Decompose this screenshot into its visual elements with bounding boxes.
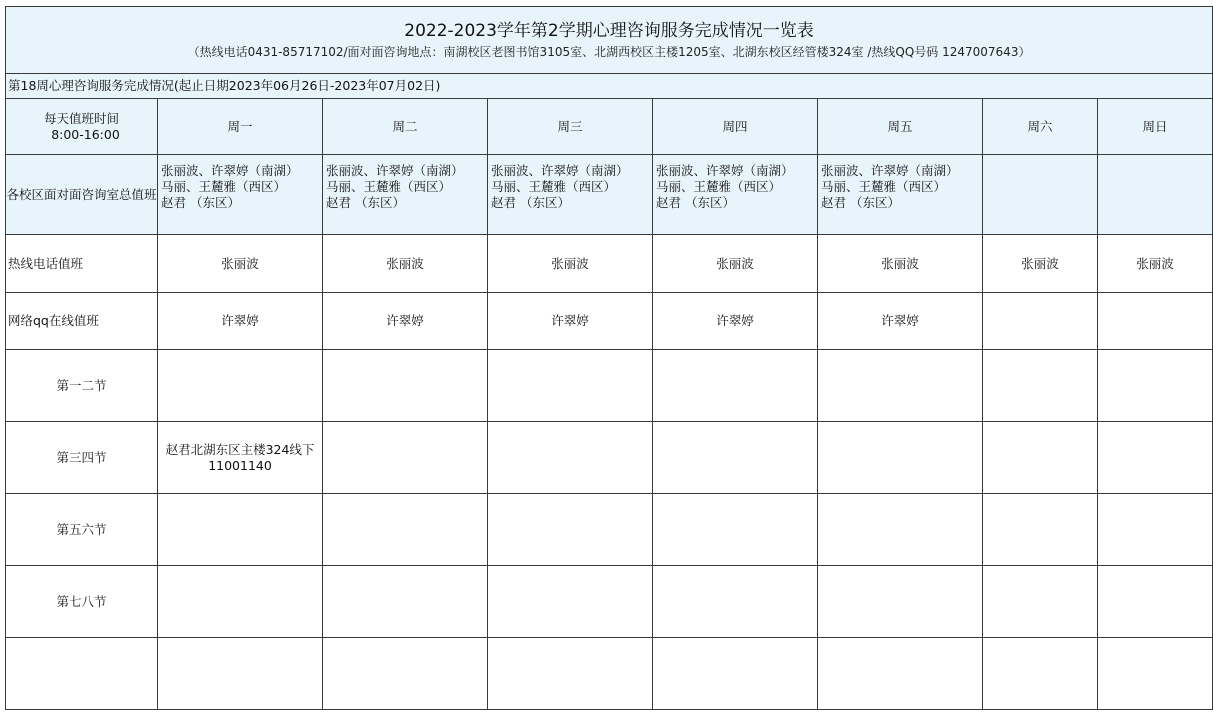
slot-cell[interactable] [983,638,1098,710]
slot-label-text: 第五六节 [56,521,107,537]
day-header-text: 周五 [887,118,913,134]
slot-cell[interactable] [983,566,1098,638]
staff-line: 马丽、王麓雅（西区） [161,179,287,194]
staff-line: 马丽、王麓雅（西区） [821,179,947,194]
staff-line: 张丽波、许翠婷（南湖） [491,163,629,178]
staff-line: 赵君 （东区） [491,195,570,210]
slot-cell[interactable] [323,494,488,566]
hotline-cell[interactable] [323,235,488,293]
staff-line: 赵君 （东区） [326,195,405,210]
hotline-label-text: 热线电话值班 [8,255,84,271]
hotline-cell[interactable] [158,235,323,293]
slot-label-text: 第七八节 [56,593,107,609]
day-header[interactable] [488,99,653,155]
slot-cell[interactable] [323,566,488,638]
slot-cell-text: 赵君北湖东区主楼324线下11001140 [165,441,315,473]
online-qq-cell[interactable] [158,293,323,350]
slot-cell[interactable] [158,350,323,422]
slot-cell[interactable] [818,638,983,710]
online-qq-cell[interactable] [818,293,983,350]
slot-cell[interactable] [158,494,323,566]
staff-line: 赵君 （东区） [161,195,240,210]
duty-time-hours: 8:00-16:00 [51,126,120,142]
page-title: 2022-2023学年第2学期心理咨询服务完成情况一览表 [404,21,814,41]
title-cell[interactable] [6,7,1213,74]
online-qq-cell[interactable] [983,293,1098,350]
online-qq-cell-text: 许翠婷 [551,313,589,328]
staff-line: 张丽波、许翠婷（南湖） [656,163,794,178]
slot-cell[interactable] [653,566,818,638]
day-header-text: 周二 [392,118,418,134]
day-header[interactable] [818,99,983,155]
slot-cell[interactable] [1098,566,1213,638]
staff-line: 马丽、王麓雅（西区） [656,179,782,194]
slot-cell[interactable] [653,494,818,566]
hotline-cell[interactable] [488,235,653,293]
period-cell[interactable] [6,74,1213,99]
day-header-text: 周一 [227,118,253,134]
slot-label[interactable] [6,494,158,566]
slot-cell[interactable] [818,350,983,422]
face-to-face-cell[interactable] [1098,155,1213,235]
face-to-face-label[interactable] [6,155,158,235]
slot-label[interactable] [6,566,158,638]
day-header[interactable] [1098,99,1213,155]
day-header-text: 周四 [722,118,748,134]
slot-cell[interactable] [653,638,818,710]
hotline-cell-text: 张丽波 [221,255,259,271]
slot-cell[interactable] [488,350,653,422]
slot-cell[interactable] [488,638,653,710]
online-qq-cell-text: 许翠婷 [716,313,754,328]
slot-cell[interactable] [323,350,488,422]
hotline-row [6,235,1213,293]
hotline-cell[interactable] [653,235,818,293]
face-to-face-cell[interactable] [488,155,653,235]
online-qq-cell[interactable] [1098,293,1213,350]
hotline-cell[interactable] [818,235,983,293]
hotline-cell-text: 张丽波 [881,255,919,271]
hotline-label[interactable] [6,235,158,293]
slot-cell[interactable] [1098,638,1213,710]
slot-cell[interactable] [818,494,983,566]
online-qq-cell[interactable] [323,293,488,350]
online-qq-cell[interactable] [488,293,653,350]
slot-cell[interactable] [158,638,323,710]
slot-label[interactable] [6,422,158,494]
hotline-cell[interactable] [983,235,1098,293]
slot-row [6,494,1213,566]
duty-time-cell[interactable] [6,99,158,155]
online-qq-cell-text: 许翠婷 [881,313,919,328]
day-header[interactable] [323,99,488,155]
slot-cell[interactable] [818,422,983,494]
hotline-cell[interactable] [1098,235,1213,293]
staff-line: 张丽波、许翠婷（南湖） [821,163,959,178]
online-qq-label[interactable] [6,293,158,350]
hotline-cell-text: 张丽波 [716,255,754,271]
online-qq-row [6,293,1213,350]
counseling-schedule-table [5,6,1213,710]
slot-cell[interactable] [818,566,983,638]
day-header-row [6,99,1213,155]
staff-line: 张丽波、许翠婷（南湖） [326,163,464,178]
day-header[interactable] [158,99,323,155]
day-header-text: 周三 [557,118,583,134]
slot-row [6,638,1213,710]
slot-cell[interactable] [323,638,488,710]
face-to-face-cell[interactable] [983,155,1098,235]
slot-cell[interactable] [1098,422,1213,494]
face-to-face-cell[interactable] [653,155,818,235]
slot-cell[interactable] [1098,350,1213,422]
staff-line: 马丽、王麓雅（西区） [491,179,617,194]
page-subtitle: （热线电话0431-85717102/面对面咨询地点：南湖校区老图书馆3105室、北湖西校区主楼1205室、北湖东校区经管楼324室 /热线QQ号码 1247007643） [187,45,1031,59]
period-row [6,74,1213,99]
face-to-face-row [6,155,1213,235]
slot-row [6,566,1213,638]
day-header[interactable] [653,99,818,155]
face-to-face-cell[interactable] [323,155,488,235]
face-to-face-cell[interactable] [818,155,983,235]
duty-time-label: 每天值班时间 [43,110,119,126]
staff-line: 张丽波、许翠婷（南湖） [161,163,299,178]
slot-cell[interactable] [323,422,488,494]
slot-cell[interactable] [488,422,653,494]
slot-cell[interactable] [983,350,1098,422]
slot-label-text: 第三四节 [56,449,107,465]
hotline-cell-text: 张丽波 [1021,255,1059,271]
slot-cell[interactable] [983,494,1098,566]
online-qq-cell-text: 许翠婷 [386,313,424,328]
day-header-text: 周六 [1027,118,1053,134]
online-qq-label-text: 网络qq在线值班 [8,313,99,328]
day-header[interactable] [983,99,1098,155]
slot-cell[interactable] [488,566,653,638]
slot-label[interactable] [6,638,158,710]
staff-line: 马丽、王麓雅（西区） [326,179,452,194]
staff-line: 赵君 （东区） [656,195,735,210]
slot-label[interactable] [6,350,158,422]
face-to-face-label-text: 各校区面对面咨询室总值班 [6,186,157,202]
slot-label-text: 第一二节 [56,377,107,393]
hotline-cell-text: 张丽波 [1136,255,1174,271]
slot-row [6,350,1213,422]
hotline-cell-text: 张丽波 [551,255,589,271]
day-header-text: 周日 [1142,118,1168,134]
slot-cell[interactable] [488,494,653,566]
title-row [6,7,1213,74]
slot-cell[interactable] [158,422,323,494]
staff-line: 赵君 （东区） [821,195,900,210]
slot-row [6,422,1213,494]
online-qq-cell-text: 许翠婷 [221,313,259,328]
slot-cell[interactable] [983,422,1098,494]
slot-cell[interactable] [1098,494,1213,566]
face-to-face-cell[interactable] [158,155,323,235]
slot-cell[interactable] [653,350,818,422]
slot-cell[interactable] [158,566,323,638]
hotline-cell-text: 张丽波 [386,255,424,271]
slot-cell[interactable] [653,422,818,494]
period-cell-text: 第18周心理咨询服务完成情况(起止日期2023年06月26日-2023年07月02日) [8,78,441,93]
online-qq-cell[interactable] [653,293,818,350]
